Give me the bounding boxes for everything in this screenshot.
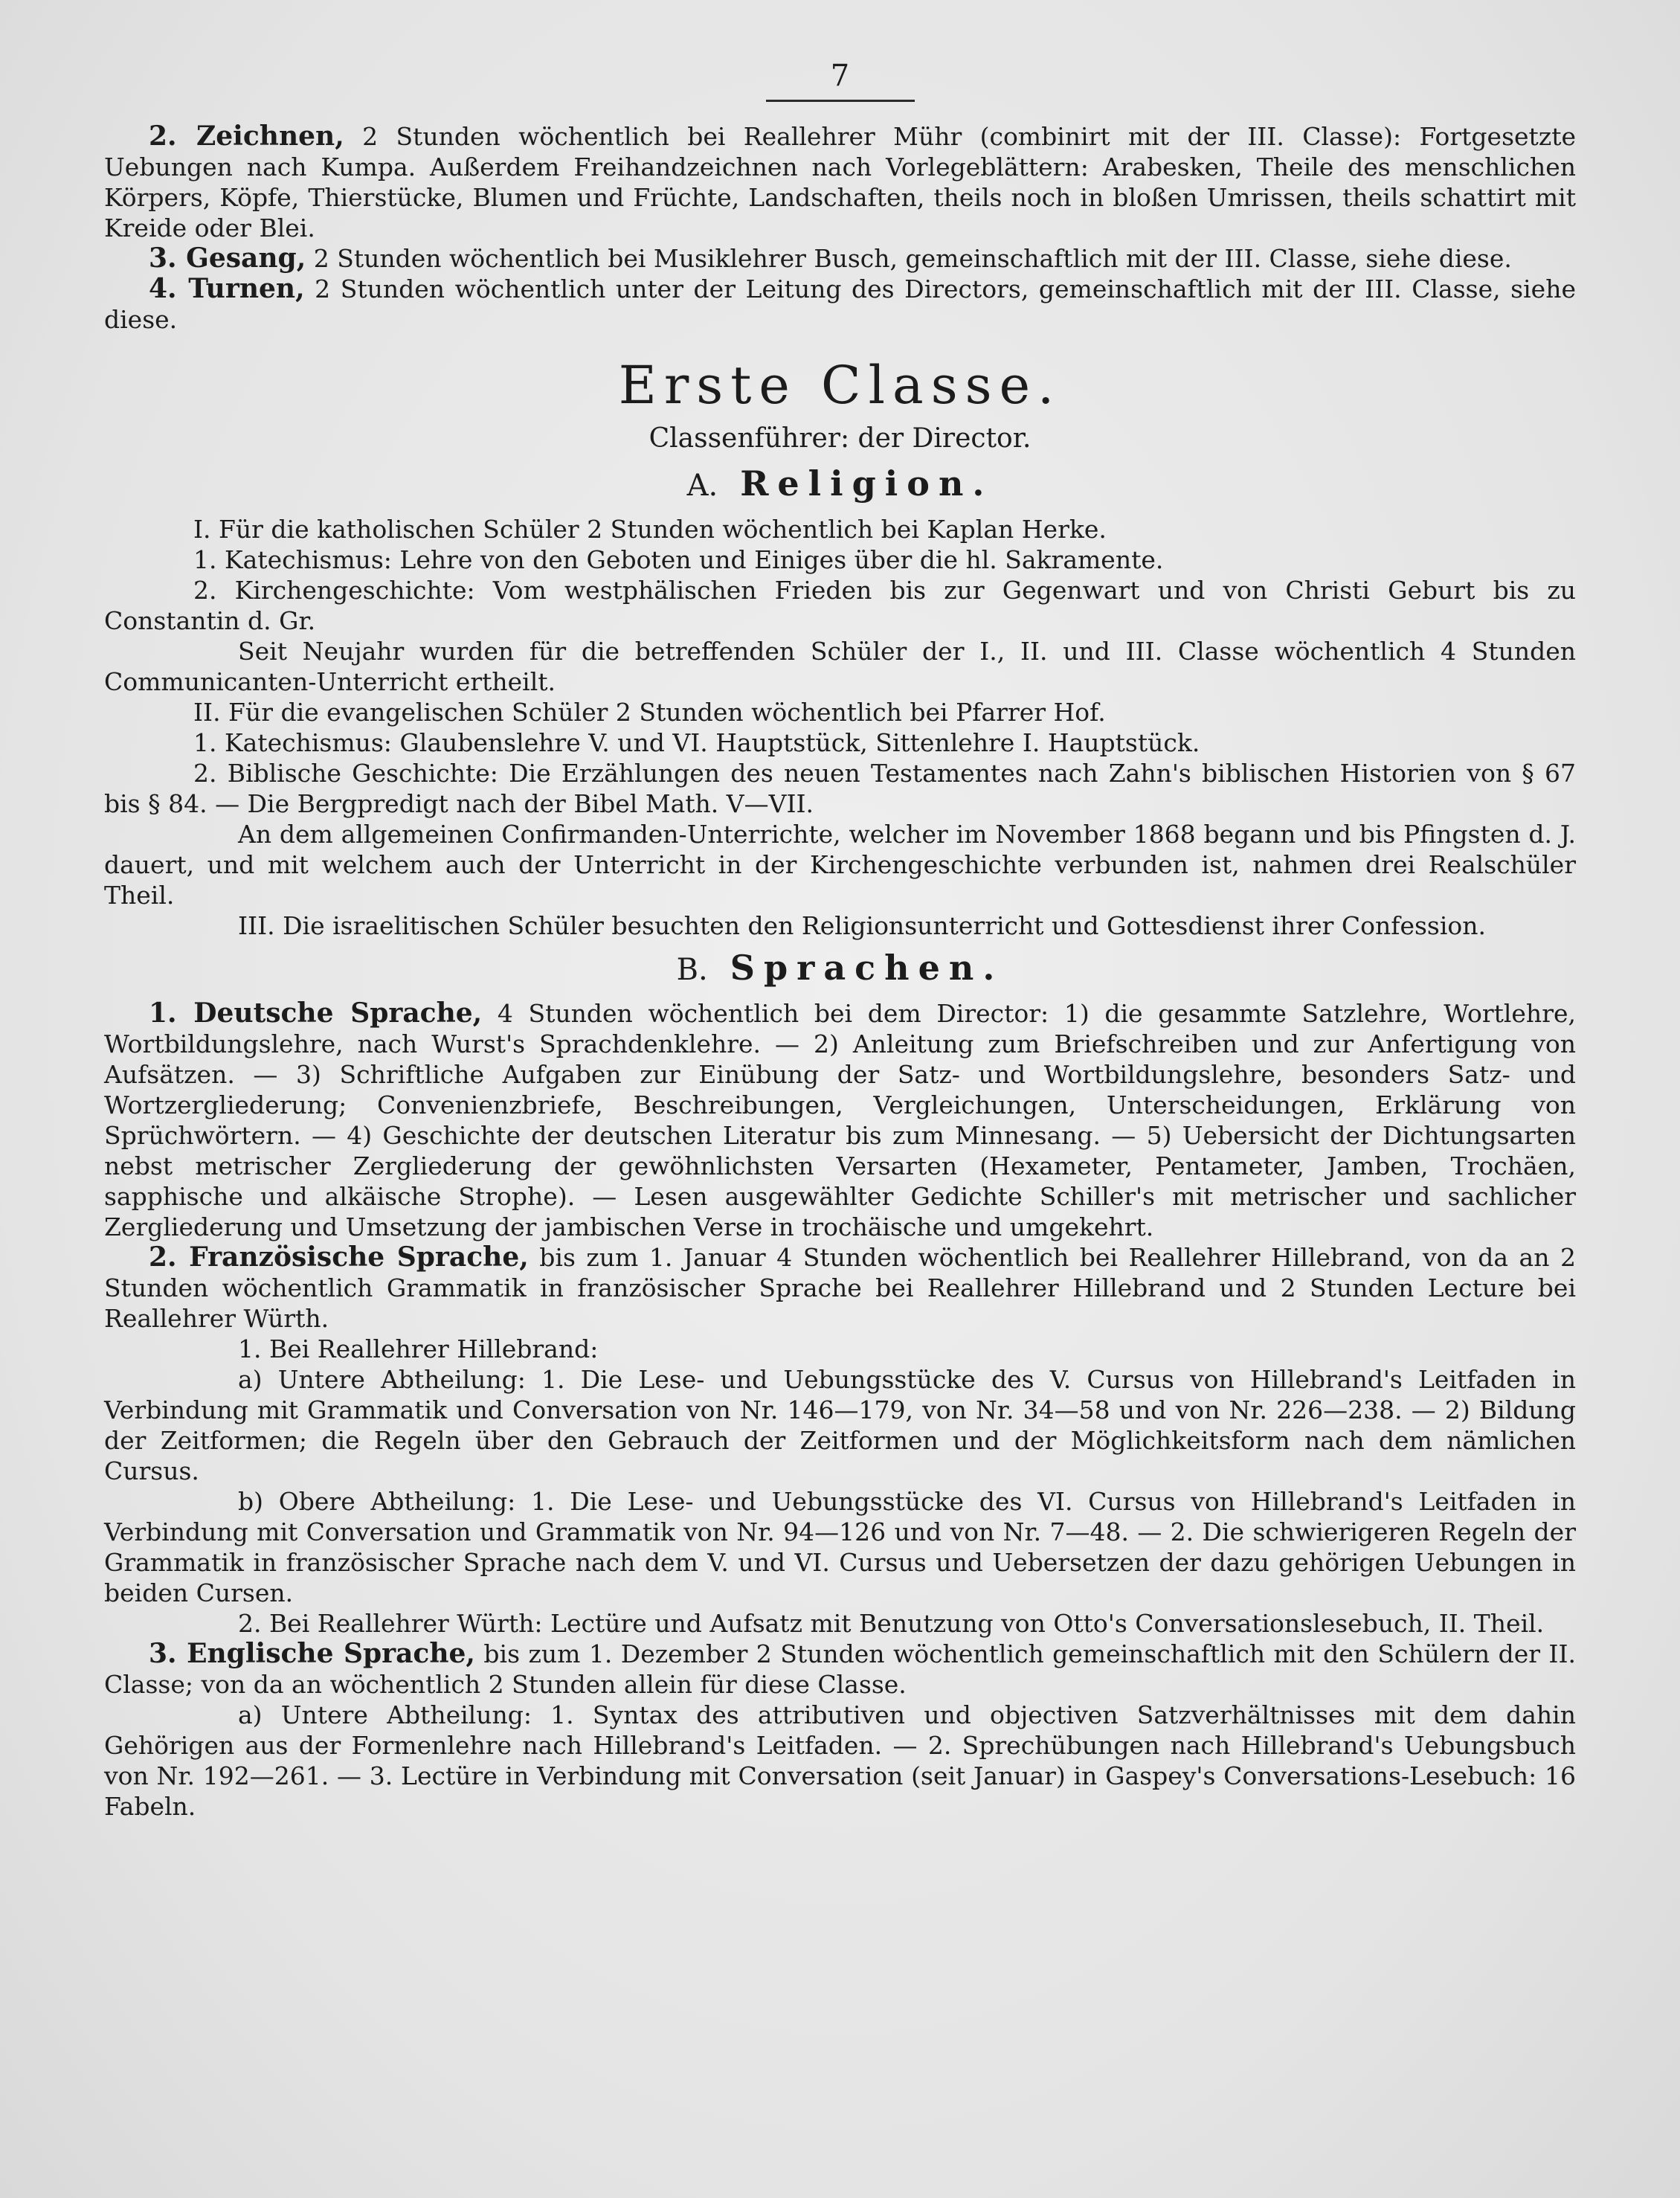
paragraph: a) Untere Abtheilung: 1. Die Lese- und Uebungsstücke des V. Cursus von Hillebrand's Leitfaden in Verbindung mit Grammatik und Conversation von Nr. 146—179, von Nr. 34—58 und von Nr. 226—238. — 2) Bildung der Zeitformen; die Regeln über den Gebrauch der Zeitformen und der Möglichkeitsform nach dem nämlichen Cursus.	[104, 1365, 1576, 1485]
class-leader: Classenführer: der Director.	[648, 423, 1032, 454]
section-label: B.	[676, 953, 708, 987]
paragraph: 2. Bei Reallehrer Würth: Lectüre und Aufsatz mit Benutzung von Otto's Conversationslesebuch, II. Theil.	[238, 1609, 1545, 1638]
paragraph-text: 2 Stunden wöchentlich bei Musiklehrer Busch, gemeinschaftlich mit der III. Classe, siehe diese.	[306, 244, 1512, 273]
paragraph-text: 2 Stunden wöchentlich unter der Leitung des Directors, gemeinschaftlich mit der III. Classe, siehe diese.	[104, 274, 1576, 334]
paragraph: a) Untere Abtheilung: 1. Syntax des attributiven und objectiven Satzverhältnisses mit dem dahin Gehörigen aus der Formenlehre nach Hillebrand's Leitfaden. — 2. Sprechübungen nach Hillebrand's Uebungsbuch von Nr. 192—261. — 3. Lectüre in Verbindung mit Conversation (seit Januar) in Gaspey's Conversations-Lesebuch: 16 Fabeln.	[104, 1700, 1576, 1821]
subject-heading: 4. Turnen,	[149, 273, 305, 304]
paragraph: 1. Bei Reallehrer Hillebrand:	[238, 1334, 599, 1363]
paragraph: III. Die israelitischen Schüler besuchten den Religionsunterricht und Gottesdienst ihrer Confession.	[238, 911, 1487, 940]
paragraph-text: 4 Stunden wöchentlich bei dem Director: 1) die gesammte Satzlehre, Wortlehre, Wortbildungslehre, nach Wurst's Sprachdenklehre. — 2) Anleitung zum Briefschreiben und zur Anfertigung von Aufsätzen. — 3) Schriftliche Aufgaben zur Einübung der Satz- und Wortbildungslehre, besonders Satz- und Wortzergliederung; Convenienzbriefe, Beschreibungen, Vergleichungen, Unterscheidungen, Erklärung von Sprüchwörtern. — 4) Geschichte der deutschen Literatur bis zum Minnesang. — 5) Uebersicht der Dichtungsarten nebst metrischer Zergliederung der gewöhnlichsten Versarten (Hexameter, Pentameter, Jamben, Trochäen, sapphische und alkäische Strophe). — Lesen ausgewählter Gedichte Schiller's mit metrischer und sachlicher Zergliederung und Umsetzung der jambischen Verse in trochäische und umgekehrt.	[104, 999, 1576, 1241]
section-title: Sprachen.	[730, 948, 1004, 988]
class-title: Erste Classe.	[618, 355, 1062, 416]
subject-heading: 3. Englische Sprache,	[149, 1638, 475, 1669]
paragraph: 2. Biblische Geschichte: Die Erzählungen des neuen Testamentes nach Zahn's biblischen Historien von § 67 bis § 84. — Die Bergpredigt nach der Bibel Math. V—VII.	[104, 759, 1576, 818]
paragraph: II. Für die evangelischen Schüler 2 Stunden wöchentlich bei Pfarrer Hof.	[193, 698, 1106, 727]
page-number: 7	[830, 59, 850, 93]
section-title: Religion.	[740, 463, 994, 504]
subject-heading: 2. Französische Sprache,	[149, 1241, 529, 1273]
section-heading-religion	[104, 463, 1576, 507]
paragraph: An dem allgemeinen Confirmanden-Unterrichte, welcher im November 1868 begann und bis Pfingsten d. J. dauert, und mit welchem auch der Unterricht in der Kirchengeschichte verbunden ist, nahmen drei Realschüler Theil.	[104, 820, 1576, 910]
paragraph-text: bis zum 1. Januar 4 Stunden wöchentlich bei Reallehrer Hillebrand, von da an 2 Stunden wöchentlich Grammatik in französischer Sprache bei Reallehrer Hillebrand und 2 Stunden Lecture bei Reallehrer Würth.	[104, 1243, 1576, 1333]
page-number-rule	[766, 100, 915, 102]
paragraph-turnen	[104, 274, 1576, 335]
paragraph: Seit Neujahr wurden für die betreffenden Schüler der I., II. und III. Classe wöchentlich 4 Stunden Communicanten-Unterricht ertheilt.	[104, 637, 1576, 696]
paragraph: 1. Katechismus: Lehre von den Geboten und Einiges über die hl. Sakramente.	[193, 545, 1164, 574]
paragraph-englisch	[104, 1639, 1576, 1700]
paragraph-gesang	[104, 243, 1576, 274]
subject-heading: 1. Deutsche Sprache,	[149, 997, 483, 1029]
paragraph-zeichnen	[104, 121, 1576, 243]
section-heading-sprachen	[104, 947, 1576, 991]
paragraph-text: bis zum 1. Dezember 2 Stunden wöchentlich gemeinschaftlich mit den Schülern der II. Classe; von da an wöchentlich 2 Stunden allein für diese Classe.	[104, 1639, 1576, 1699]
paragraph-franz	[104, 1242, 1576, 1334]
section-label: A.	[686, 469, 718, 503]
paragraph-deutsch	[104, 998, 1576, 1242]
paragraph: 1. Katechismus: Glaubenslehre V. und VI. Hauptstück, Sittenlehre I. Hauptstück.	[193, 728, 1200, 757]
paragraph-text: 2 Stunden wöchentlich bei Reallehrer Mühr (combinirt mit der III. Classe): Fortgesetzte Uebungen nach Kumpa. Außerdem Freihandzeichnen nach Vorlegeblättern: Arabesken, Theile des menschlichen Körpers, Köpfe, Thierstücke, Blumen und Früchte, Landschaften, theils noch in bloßen Umrissen, theils schattirt mit Kreide oder Blei.	[104, 122, 1576, 242]
document-body	[104, 121, 1576, 1822]
paragraph: 2. Kirchengeschichte: Vom westphälischen Frieden bis zur Gegenwart und von Christi Geburt bis zu Constantin d. Gr.	[104, 576, 1576, 635]
paragraph: I. Für die katholischen Schüler 2 Stunden wöchentlich bei Kaplan Herke.	[193, 515, 1107, 544]
subject-heading: 3. Gesang,	[149, 242, 306, 274]
paragraph: b) Obere Abtheilung: 1. Die Lese- und Uebungsstücke des VI. Cursus von Hillebrand's Leitfaden in Verbindung mit Conversation und Grammatik von Nr. 94—126 und von Nr. 7—48. — 2. Die schwierigeren Regeln der Grammatik in französischer Sprache nach dem V. und VI. Cursus und Uebersetzen der dazu gehörigen Uebungen in beiden Cursen.	[104, 1487, 1576, 1607]
subject-heading: 2. Zeichnen,	[149, 120, 344, 152]
